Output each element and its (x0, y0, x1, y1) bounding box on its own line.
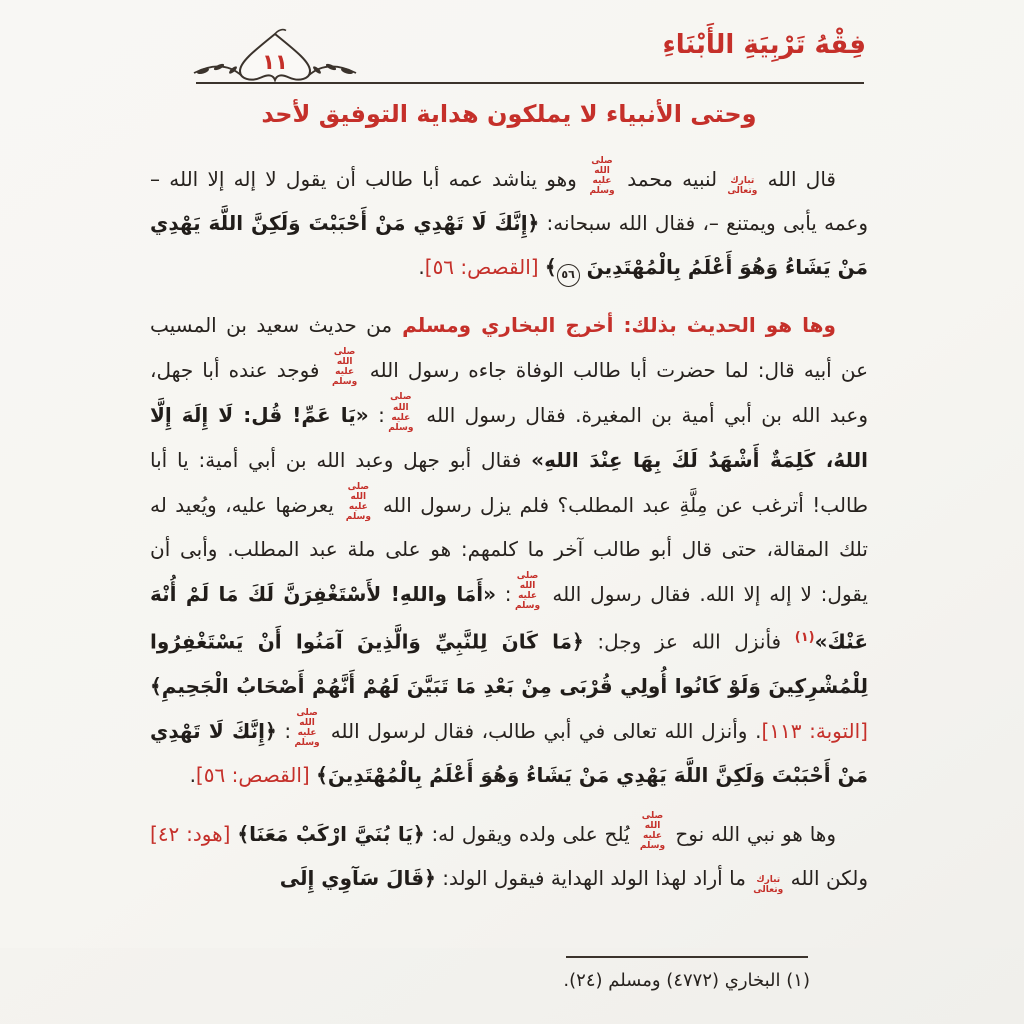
text-run: : (368, 403, 385, 428)
honorific-stamp: تبارك وتعالى (753, 875, 784, 896)
text-run: فوجد عنده أبا جهل، وعبد الله بن أبي أمية بن المغيرة. فقال رسول الله (150, 358, 868, 428)
honorific-stamp: صلى الله عليه وسلم (294, 707, 320, 749)
text-run: فأنزل الله عز وجل: (583, 629, 795, 654)
heart-stem (275, 30, 286, 34)
footnote-text: البخاري (٤٧٧٢) ومسلم (٢٤). (563, 970, 781, 991)
honorific-stamp: صلى الله عليه وسلم (345, 481, 371, 522)
hadith-quote: «يَا عَمِّ! قُل: لَا إِلَهَ إِلَّا اللهُ، كَلِمَةٌ أَشْهَدُ لَكَ بِهَا عِنْدَ اللهِ» (150, 403, 868, 472)
text-run: . وأنزل الله تعالى في أبي طالب، فقال لرسول الله (323, 719, 762, 744)
footnote (0, 970, 870, 991)
paragraph-2 (150, 303, 868, 797)
text-run: ولكن الله (784, 866, 868, 891)
text-run: وها هو نبي الله نوح (668, 822, 836, 847)
text-run: قال الله (758, 167, 836, 192)
highlight-red-run: وها هو الحديث بذلك: أخرج البخاري ومسلم (392, 313, 836, 338)
text-run: لنبيه محمد (618, 167, 727, 192)
text-run: ما أراد لهذا الولد الهداية فيقول الولد: (435, 866, 753, 891)
honorific-stamp: صلى الله عليه وسلم (388, 392, 414, 433)
text-run: من حديث سعيد بن المسيب عن أبيه قال: لما حضرت أبا طالب الوفاة جاءه رسول الله (150, 313, 868, 383)
quran-verse: ﴿إِنَّكَ لَا تَهْدِي مَنْ أَحْبَبْتَ وَلَكِنَّ اللَّهَ يَهْدِي مَنْ يَشَاءُ وَهُوَ أَعْلَمُ بِالْمُهْتَدِينَ (150, 211, 868, 280)
quran-verse: ﴿قَالَ سَآوِي إِلَى (279, 866, 436, 891)
verse-reference: [هود: ٤٢] (150, 822, 231, 847)
quran-verse: ﴾ (544, 255, 557, 280)
honorific-stamp: تبارك وتعالى (727, 176, 758, 197)
hadith-quote: «أَمَا واللهِ! لأَسْتَغْفِرَنَّ لَكَ مَا لَمْ أُنْهَ عَنْكَ» (150, 582, 868, 654)
quran-verse: ﴿إِنَّكَ لَا تَهْدِي مَنْ أَحْبَبْتَ وَلَكِنَّ اللَّهَ يَهْدِي مَنْ يَشَاءُ وَهُوَ أَعْلَمُ بِالْمُهْتَدِينَ﴾ (150, 719, 868, 788)
verse-reference: [القصص: ٥٦] (424, 255, 539, 280)
text-run: . (418, 255, 425, 280)
paragraph-1 (150, 156, 868, 289)
footnote-ref: (١) (794, 630, 815, 646)
text-run: فقال أبو جهل وعبد الله بن أبي أمية: يا أبا طالب! أترغب عن مِلَّةِ عبد المطلب؟ فلم يزل رسول الله (150, 447, 868, 517)
body-text (150, 156, 868, 948)
honorific-stamp: صلى الله عليه وسلم (514, 570, 541, 612)
footnote-marker: (١) (780, 970, 810, 991)
verse-reference: [التوبة: ١١٣] (761, 719, 868, 744)
quran-verse: ﴿مَا كَانَ لِلنَّبِيِّ وَالَّذِينَ آمَنُوا أَنْ يَسْتَغْفِرُوا لِلْمُشْرِكِينَ وَلَوْ كَانُوا أُولِي قُرْبَى مِنْ بَعْدِ مَا تَبَيَّنَ لَهُمْ أَنَّهُمْ أَصْحَابُ الْجَحِيمِ﴾ (150, 629, 868, 698)
honorific-stamp: صلى الله عليه وسلم (639, 811, 666, 852)
text-run: : (496, 582, 512, 607)
section-heading: وحتى الأنبياء لا يملكون هداية التوفيق لأحد (261, 100, 757, 128)
text-run: : (276, 719, 292, 744)
text-run: يُلح على ولده ويقول له: (424, 822, 637, 847)
honorific-stamp: صلى الله عليه وسلم (589, 156, 615, 197)
page-number-ornament (188, 28, 362, 84)
paragraph-3 (150, 811, 868, 900)
text-run: يعرضها عليه، ويُعيد له تلك المقالة، حتى قال أبو طالب آخر ما كلمهم: هو على ملة عبد المطلب. وأبى أن يقول: لا إله إلا الله. فقال رسول الله (150, 492, 868, 607)
text-run: . (189, 763, 196, 788)
header-rule (196, 82, 864, 84)
book-title: فِقْهُ تَرْبِيَةِ الأَبْنَاءِ (662, 30, 866, 60)
text-run: وهو يناشد عمه أبا طالب أن يقول لا إله إلا الله – وعمه يأبى ويمتنع –، فقال الله سبحانه: (150, 167, 868, 236)
page-footer (0, 948, 1024, 1024)
footnote-divider (566, 956, 808, 958)
verse-reference: [القصص: ٥٦] (195, 763, 310, 788)
ayah-number: ٥٦ (557, 264, 580, 287)
page-number: ١١ (262, 50, 288, 74)
quran-verse: ﴿يَا بُنَيَّ ارْكَبْ مَعَنَا﴾ (237, 822, 425, 847)
honorific-stamp: صلى الله عليه وسلم (332, 347, 358, 388)
